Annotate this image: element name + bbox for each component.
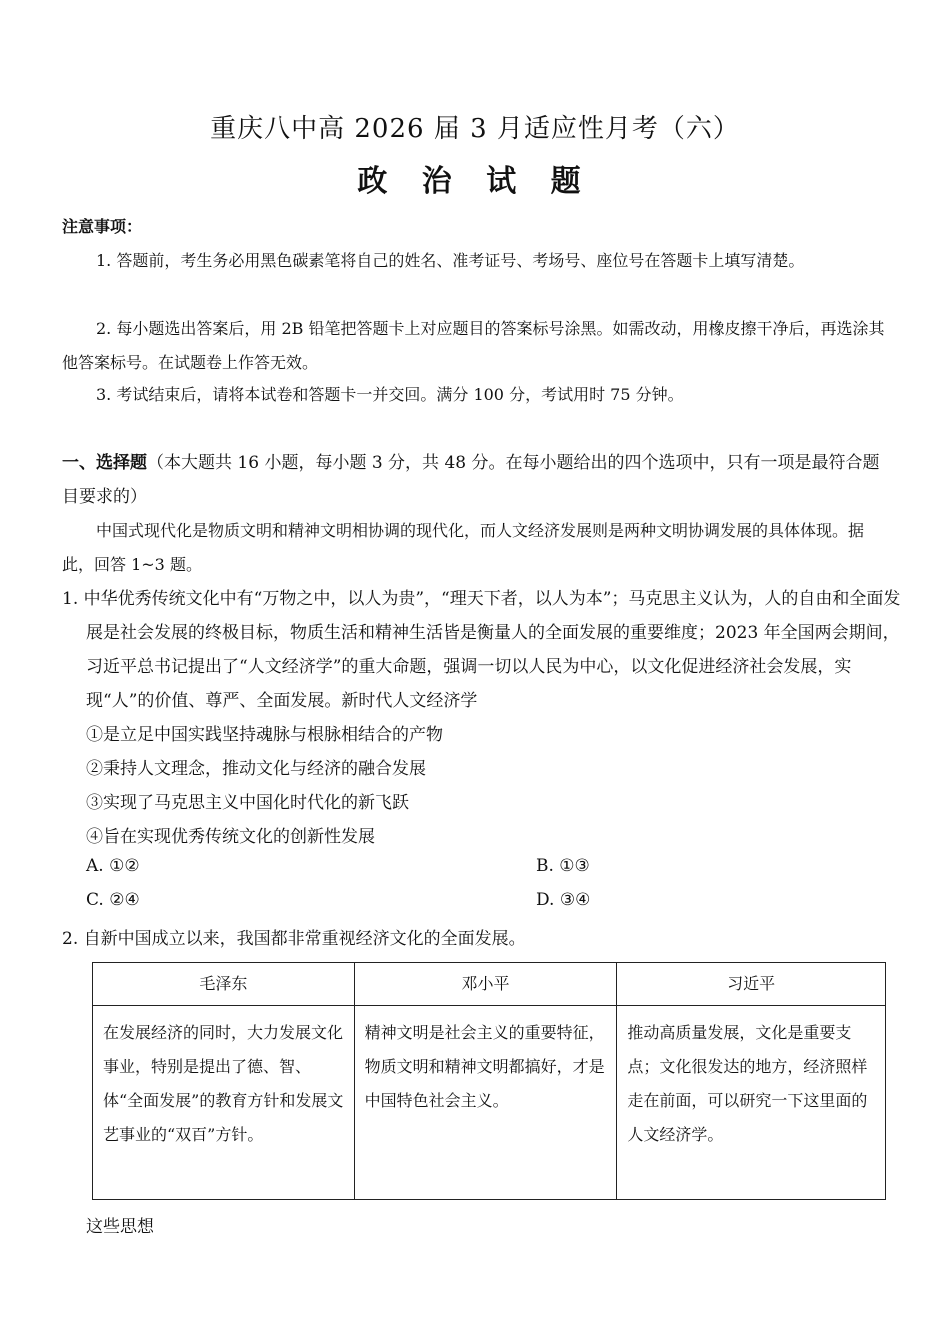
question-2-stem: 2. 自新中国成立以来，我国都非常重视经济文化的全面发展。 [62, 929, 526, 949]
exam-title: 重庆八中高 2026 届 3 月适应性月考（六） [210, 114, 740, 144]
question-1-choice-c: C. ②④ [86, 890, 140, 910]
exam-subject-title: 政 治 试 题 [357, 164, 593, 199]
section-intro: 中国式现代化是物质文明和精神文明相协调的现代化，而人文经济发展则是两种文明协调发展的具体体现。据此，回答 1~3 题。 [62, 521, 865, 574]
table-cell-xi: 推动高质量发展，文化是重要支点；文化很发达的地方，经济照样走在前面，可以研究一下这里面的人文经济学。 [617, 1006, 886, 1200]
section-heading: 一、选择题 [62, 453, 147, 473]
table-cell-mao: 在发展经济的同时，大力发展文化事业，特别是提出了德、智、体“全面发展”的教育方针和发展文艺事业的“双百”方针。 [93, 1006, 355, 1200]
question-1-statement-2: ②秉持人文理念，推动文化与经济的融合发展 [86, 759, 426, 779]
table-row [93, 1006, 886, 1200]
table-header-deng: 邓小平 [354, 963, 617, 1006]
table-header-row [93, 963, 886, 1006]
table-header-mao: 毛泽东 [93, 963, 355, 1006]
question-1-statement-4: ④旨在实现优秀传统文化的创新性发展 [86, 827, 375, 847]
notice-item-3: 3. 考试结束后，请将本试卷和答题卡一并交回。满分 100 分，考试用时 75 分钟。 [96, 385, 684, 404]
leaders-thoughts-table [92, 962, 886, 1200]
notice-item-2: 2. 每小题选出答案后，用 2B 铅笔把答题卡上对应题目的答案标号涂黑。如需改动，用橡皮擦干净后，再选涂其他答案标号。在试题卷上作答无效。 [62, 319, 885, 372]
notice-item-1: 1. 答题前，考生务必用黑色碳素笔将自己的姓名、准考证号、考场号、座位号在答题卡上填写清楚。 [96, 251, 805, 270]
question-2-continuation: 这些思想 [86, 1217, 154, 1237]
notice-heading: 注意事项： [62, 217, 143, 236]
table-header-xi: 习近平 [617, 963, 886, 1006]
question-1-choice-b: B. ①③ [536, 856, 590, 876]
question-1-statement-1: ①是立足中国实践坚持魂脉与根脉相结合的产物 [86, 725, 443, 745]
question-1-choice-a: A. ①② [86, 856, 140, 876]
section-description: （本大题共 16 小题，每小题 3 分，共 48 分。在每小题给出的四个选项中，只有一项是最符合题目要求的） [62, 453, 880, 507]
question-1-choice-d: D. ③④ [536, 890, 591, 910]
table-cell-deng: 精神文明是社会主义的重要特征，物质文明和精神文明都搞好，才是中国特色社会主义。 [354, 1006, 617, 1200]
question-1-statement-3: ③实现了马克思主义中国化时代化的新飞跃 [86, 793, 409, 813]
section-heading-block [62, 446, 892, 514]
question-1-stem: 1. 中华优秀传统文化中有“万物之中，以人为贵”，“理天下者，以人为本”；马克思主义认为，人的自由和全面发展是社会发展的终极目标，物质生活和精神生活皆是衡量人的全面发展的重要维度；2023 年全国两会期间，习近平总书记提出了“人文经济学”的重大命题，强调一切以人民为中心，以文化促进经济社会发展，实现“人”的价值、尊严、全面发展。新时代人文经济学 [62, 589, 901, 711]
